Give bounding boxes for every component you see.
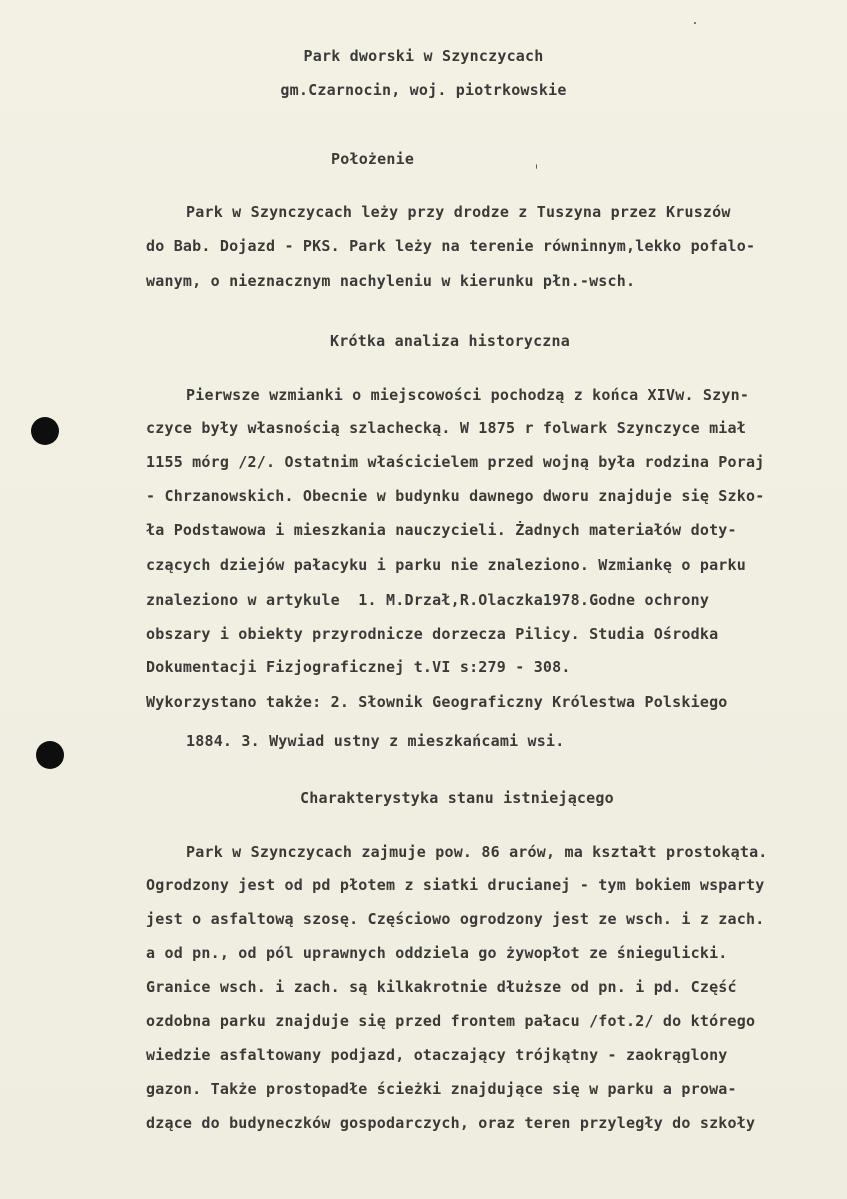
paragraph-line: - Chrzanowskich. Obecnie w budynku dawnego dworu znajduje się Szko- bbox=[146, 487, 765, 505]
paragraph-line: znaleziono w artykule 1. M.Drzał,R.Olaczka1978.Godne ochrony bbox=[146, 591, 710, 609]
paragraph-line: czyce były własnością szlachecką. W 1875 r folwark Szynczyce miał bbox=[146, 419, 746, 437]
paragraph-line: gazon. Także prostopadłe ścieżki znajdujące się w parku a prowa- bbox=[146, 1080, 737, 1098]
paper-speck bbox=[536, 164, 537, 169]
paragraph-line: dzące do budyneczków gospodarczych, oraz teren przyległy do szkoły bbox=[146, 1114, 756, 1132]
section-heading: Położenie bbox=[331, 150, 415, 168]
document-subtitle: gm.Czarnocin, woj. piotrkowskie bbox=[280, 81, 567, 99]
paragraph-line: Dokumentacji Fizjograficznej t.VI s:279 - 308. bbox=[146, 658, 571, 676]
paragraph-line: Granice wsch. i zach. są kilkakrotnie dłuższe od pn. i pd. Część bbox=[146, 978, 737, 996]
paragraph-line: Wykorzystano także: 2. Słownik Geograficzny Królestwa Polskiego bbox=[146, 693, 728, 711]
paragraph-line: czących dziejów pałacyku i parku nie znaleziono. Wzmiankę o parku bbox=[146, 556, 746, 574]
punch-hole bbox=[36, 741, 64, 769]
paragraph-line: ła Podstawowa i mieszkania nauczycieli. Żadnych materiałów doty- bbox=[146, 521, 737, 539]
paragraph-line: Park w Szynczycach zajmuje pow. 86 arów, ma kształt prostokąta. bbox=[186, 843, 768, 861]
section-heading: Charakterystyka stanu istniejącego bbox=[300, 789, 614, 807]
paragraph-line: a od pn., od pól uprawnych oddziela go żywopłot ze śniegulicki. bbox=[146, 944, 728, 962]
paragraph-line: Ogrodzony jest od pd płotem z siatki drucianej - tym bokiem wsparty bbox=[146, 876, 765, 894]
document-title: Park dworski w Szynczycach bbox=[303, 47, 544, 65]
paragraph-line: 1884. 3. Wywiad ustny z mieszkańcami wsi. bbox=[186, 732, 565, 750]
paragraph-line: do Bab. Dojazd - PKS. Park leży na terenie równinnym,lekko pofalo- bbox=[146, 237, 756, 255]
paragraph-line: wiedzie asfaltowany podjazd, otaczający trójkątny - zaokrąglony bbox=[146, 1046, 728, 1064]
paragraph-line: Park w Szynczycach leży przy drodze z Tuszyna przez Kruszów bbox=[186, 203, 731, 221]
punch-hole bbox=[31, 417, 59, 445]
paper-speck bbox=[694, 22, 696, 24]
paragraph-line: ozdobna parku znajduje się przed frontem pałacu /fot.2/ do którego bbox=[146, 1012, 756, 1030]
paragraph-line: 1155 mórg /2/. Ostatnim właścicielem przed wojną była rodzina Poraj bbox=[146, 453, 765, 471]
paragraph-line: Pierwsze wzmianki o miejscowości pochodzą z końca XIVw. Szyn- bbox=[186, 386, 750, 404]
paragraph-line: obszary i obiekty przyrodnicze dorzecza Pilicy. Studia Ośrodka bbox=[146, 625, 719, 643]
paragraph-line: jest o asfaltową szosę. Częściowo ogrodzony jest ze wsch. i z zach. bbox=[146, 910, 765, 928]
paragraph-line: wanym, o nieznacznym nachyleniu w kierunku płn.-wsch. bbox=[146, 272, 636, 290]
section-heading: Krótka analiza historyczna bbox=[330, 332, 570, 350]
